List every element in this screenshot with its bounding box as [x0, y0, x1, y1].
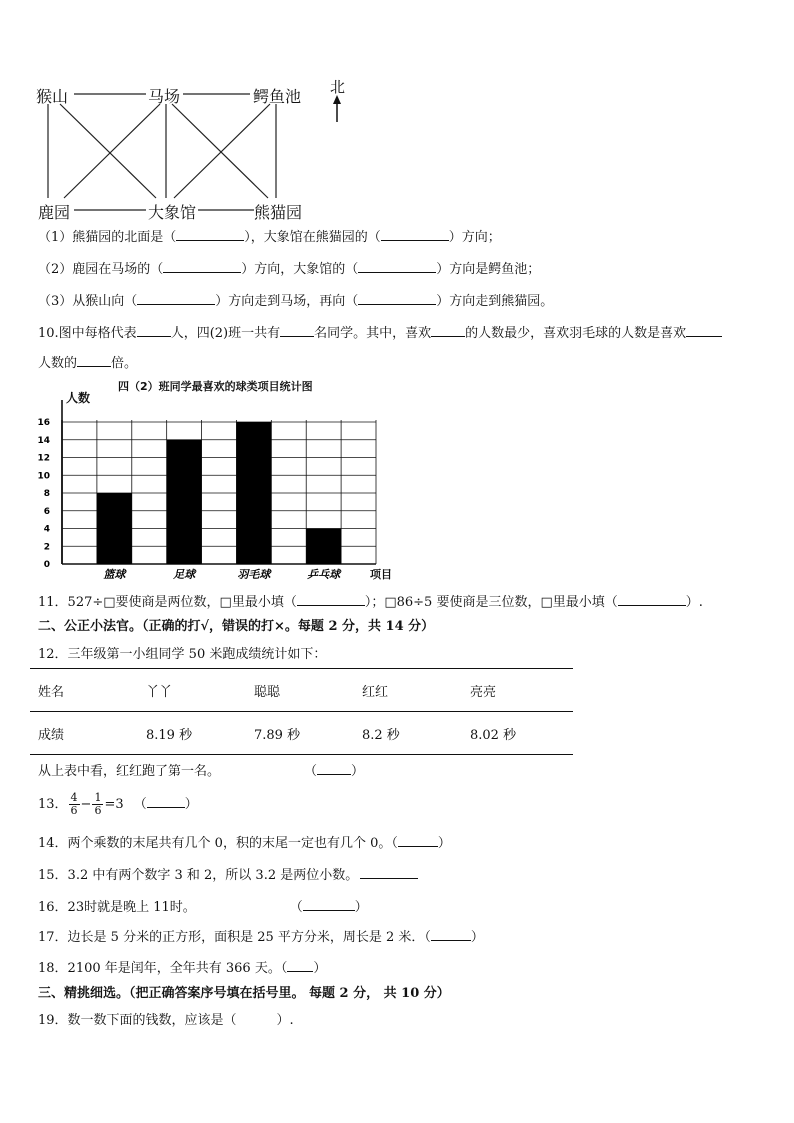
answer-blank[interactable] [303, 898, 355, 911]
q18: 18．2100 年是闰年，全年共有 366 天。（ ） [38, 961, 327, 976]
section-3-heading: 三、精挑细选。（把正确答案序号填在括号里。 每题 2 分， 共 10 分） [38, 986, 450, 1001]
north-arrow-icon [333, 95, 341, 122]
place-crocodile-pool: 鳄鱼池 [253, 87, 302, 106]
fraction: $\frac{4}{6}$ [70, 791, 78, 817]
chart-bar [97, 493, 132, 564]
chart-x-tick-label: 羽毛球 [237, 568, 271, 581]
answer-blank[interactable] [358, 292, 436, 305]
answer-blank[interactable] [398, 834, 438, 847]
answer-blank[interactable] [297, 593, 365, 606]
chart-y-tick-label: 12 [37, 453, 50, 464]
table-cell: 7.89 秒 [254, 727, 301, 743]
q10-line1: 10.图中每格代表 人，四(2)班一共有 名同学。其中，喜欢 的人数最少，喜欢羽毛球的人数是喜欢 [38, 324, 722, 343]
chart-bar [306, 529, 341, 565]
answer-blank[interactable] [431, 928, 471, 941]
answer-blank[interactable] [163, 260, 241, 273]
q12-intro: 12．三年级第一小组同学 50 米跑成绩统计如下： [38, 647, 327, 662]
answer-blank[interactable] [77, 354, 111, 367]
q17: 17．边长是 5 分米的正方形，面积是 25 平方分米，周长是 2 米．（ ） [38, 930, 484, 945]
q9-part2: （2）鹿园在马场的（ ）方向，大象馆的（ ）方向是鳄鱼池； [38, 262, 541, 277]
q11: 11．527÷□要使商是两位数，□里最小填（ ）；□86÷5 要使商是三位数，□里最小填（ ）. [38, 595, 703, 610]
table-cell: 亮亮 [470, 684, 497, 700]
answer-blank[interactable] [317, 762, 351, 775]
q9-part1: （1）熊猫园的北面是（ ），大象馆在熊猫园的（ ）方向； [38, 230, 501, 245]
table-cell: 丫丫 [146, 684, 173, 700]
chart-x-tick-label: 乒乓球 [307, 568, 341, 581]
q12-statement: 从上表中看，红红跑了第一名。 （ ） [38, 764, 365, 779]
answer-blank[interactable] [358, 260, 436, 273]
chart-y-tick-label: 2 [43, 542, 50, 553]
q19: 19．数一数下面的钱数，应该是（ ）. [38, 1013, 294, 1028]
chart-y-tick-label: 10 [37, 471, 50, 482]
chart-x-tick-label: 篮球 [103, 568, 126, 581]
q15: 15．3.2 中有两个数字 3 和 2，所以 3.2 是两位小数。 [38, 866, 418, 885]
map-lines [0, 0, 794, 230]
chart-bar [236, 422, 271, 564]
answer-blank[interactable] [137, 324, 171, 337]
answer-blank[interactable] [360, 866, 418, 879]
chart-y-tick-label: 8 [43, 489, 50, 499]
chart-y-tick-label: 0 [43, 560, 50, 570]
place-horse-yard: 马场 [148, 87, 181, 106]
table-cell: 成绩 [38, 727, 65, 743]
answer-blank[interactable] [686, 324, 722, 337]
chart-y-label: 人数 [66, 391, 91, 405]
section-2-heading: 二、公正小法官。（正确的打√，错误的打×。每题 2 分，共 14 分） [38, 619, 435, 634]
table-cell: 红红 [362, 684, 389, 700]
table-cell: 聪聪 [254, 684, 281, 700]
q13: 13． $\frac{4}{6}$ − $\frac{1}{6}$ =3 （ ） [38, 791, 198, 817]
table-header-row [30, 669, 573, 712]
answer-blank[interactable] [431, 324, 465, 337]
score-table [30, 668, 573, 755]
chart-y-tick-label: 16 [37, 418, 50, 428]
answer-blank[interactable] [176, 228, 244, 241]
place-panda-garden: 熊猫园 [254, 203, 303, 222]
answer-blank[interactable] [381, 228, 449, 241]
chart-y-tick-label: 6 [43, 506, 50, 517]
chart-plot [30, 400, 390, 585]
q10-line2: 人数的 倍。 [38, 356, 138, 371]
table-cell: 8.02 秒 [470, 727, 517, 743]
q9-part3: （3）从猴山向（ ）方向走到马场，再向（ ）方向走到熊猫园。 [38, 294, 554, 309]
chart-y-tick-label: 4 [43, 524, 50, 535]
answer-blank[interactable] [618, 593, 686, 606]
answer-blank[interactable] [280, 324, 314, 337]
q14: 14．两个乘数的末尾共有几个 0，积的末尾一定也有几个 0。（ ） [38, 836, 451, 851]
q16: 16．23时就是晚上 11时。 （ ） [38, 900, 368, 915]
table-cell: 8.19 秒 [146, 727, 193, 743]
place-deer-garden: 鹿园 [38, 203, 71, 222]
chart-y-tick-label: 14 [37, 435, 50, 446]
fraction: $\frac{1}{6}$ [94, 791, 102, 817]
chart-x-label: 项目 [370, 568, 392, 581]
chart-x-tick-label: 足球 [173, 568, 196, 581]
table-row [30, 712, 573, 755]
chart-title: 四（2）班同学最喜欢的球类项目统计图 [118, 380, 313, 393]
table-cell: 姓名 [38, 684, 65, 700]
answer-blank[interactable] [147, 795, 185, 808]
place-monkey-hill: 猴山 [36, 87, 69, 106]
answer-blank[interactable] [137, 292, 215, 305]
place-elephant-house: 大象馆 [148, 203, 197, 222]
answer-blank[interactable] [287, 959, 313, 972]
north-label: 北 [330, 78, 346, 96]
table-cell: 8.2 秒 [362, 727, 400, 743]
chart-bar [167, 440, 202, 564]
